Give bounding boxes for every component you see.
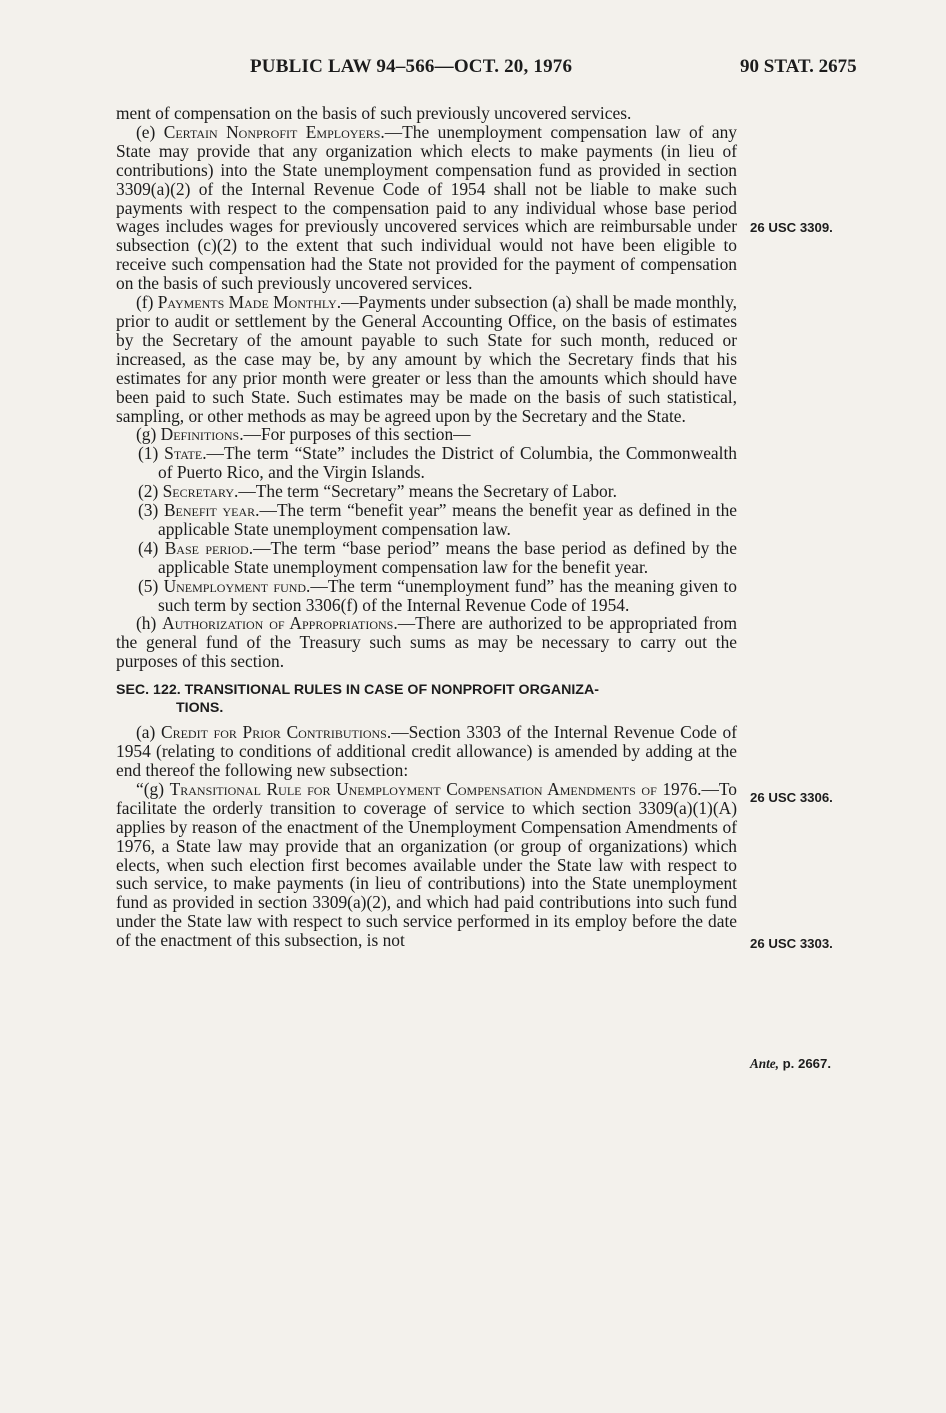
section-heading: SEC. 122. TRANSITIONAL RULES IN CASE OF NONPROFIT ORGANIZA- TIONS. [116, 682, 599, 717]
margin-note-ante: Ante, p. 2667. [750, 1056, 832, 1071]
definition-5: (5) Unemployment fund.—The term “unemployment fund” has the meaning given to such term by section 3306(f) of the Internal Revenue Code of 1954. [138, 575, 737, 615]
quoted-subsection-g: “(g) Transitional Rule for Unemployment Compensation Amendments of 1976.—To facilitate the orderly transition to coverage of service to which section 3309(a)(1)(A) applies by reason of the enactment of the Unemployment Compensation Amendments of 1976, a State law may provide that an organization (or group of organizations) which elects, when such election first becomes available under the State law with respect to such service, to make payments (in lieu of contributions) into the State unemployment fund as provided in section 3309(a)(2), and which had paid contributions into such fund under the State law with respect to such service performed in its employ before the date of the enactment of this subsection, is not [116, 778, 737, 951]
definition-1: (1) State.—The term “State” includes the District of Columbia, the Commonwealth of Puerto Rico, and the Virgin Islands. [138, 443, 737, 483]
definition-4: (4) Base period.—The term “base period” means the base period as defined by the applicable State unemployment compensation law for the benefit year. [138, 537, 737, 577]
subsection-e-heading: Certain Nonprofit Employers. [163, 121, 385, 142]
margin-note-usc-3309: 26 USC 3309. [750, 220, 833, 235]
quoted-subsection-g-heading: Transitional Rule for Unemployment Compensation Amendments of 1976. [169, 778, 702, 799]
running-header-title: PUBLIC LAW 94–566—OCT. 20, 1976 [250, 56, 573, 77]
margin-note-usc-3303: 26 USC 3303. [750, 936, 833, 951]
paragraph-continued: ment of compensation on the basis of such previously uncovered services. [116, 103, 632, 123]
statute-page-number: 90 STAT. 2675 [740, 56, 857, 77]
subsection-a-heading: Credit for Prior Contributions. [160, 722, 392, 743]
definition-3: (3) Benefit year.—The term “benefit year” means the benefit year as defined in the applicable State unemployment compensation law. [138, 500, 737, 539]
subsection-a: (a) Credit for Prior Contributions.—Section 3303 of the Internal Revenue Code of 1954 (relating to conditions of additional credit allowance) is amended by adding at the end thereof the following new subsection: [116, 722, 737, 780]
subsection-e: (e) Certain Nonprofit Employers.—The unemployment compensation law of any State may provide that any organization which elects to make payments (in lieu of contributions) into the State unemployment compensation fund as provided in section 3309(a)(2) of the Internal Revenue Code of 1954 shall not be liable to make such payments with respect to the compensation paid to any individual whose base period wages includes wages for previously uncovered services which are reimbursable under subsection (c)(2) to the extent that such individual would not have been eligible to receive such compensation had the State not provided for the payment of compensation on the basis of such previously uncovered services. [116, 121, 738, 294]
subsection-f-heading: Payments Made Monthly. [157, 292, 342, 313]
subsection-f: (f) Payments Made Monthly.—Payments under subsection (a) shall be made monthly, prior to audit or settlement by the General Accounting Office, on the basis of estimates by the Secretary of the amount payable to such State for such month, reduced or increased, as the case may be, by any amount by which the Secretary finds that his estimates for any prior month were greater or less than the amounts which should have been paid to such State. Such estimates may be made on the basis of such statistical, sampling, or other methods as may be agreed upon by the Secretary and the State. [116, 292, 737, 426]
subsection-h: (h) Authorization of Appropriations.—There are authorized to be appropriated from the general fund of the Treasury such sums as may be necessary to carry out the purposes of this section. [116, 613, 737, 672]
definition-2: (2) Secretary.—The term “Secretary” means the Secretary of Labor. [138, 481, 617, 502]
margin-note-usc-3306: 26 USC 3306. [750, 790, 833, 805]
subsection-g: (g) Definitions.—For purposes of this section— [136, 424, 471, 445]
subsection-g-heading: Definitions. [160, 424, 244, 445]
body-text [116, 104, 737, 950]
subsection-h-heading: Authorization of Appropriations. [162, 613, 398, 634]
